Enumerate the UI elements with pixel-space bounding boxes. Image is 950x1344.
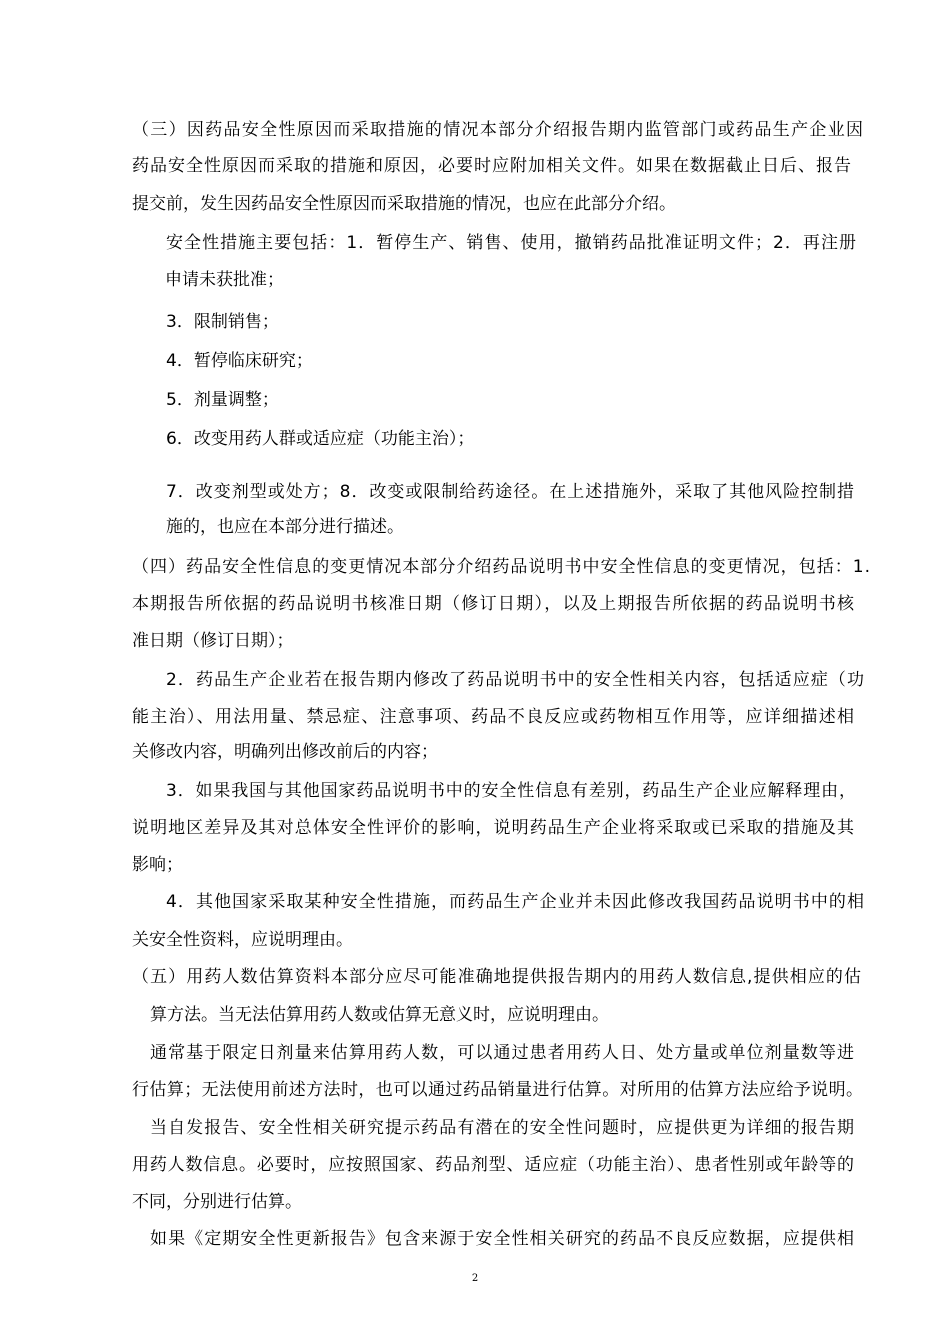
text-line: 关安全性资料，应说明理由。 — [132, 930, 353, 950]
text-line: 4．其他国家采取某种安全性措施，而药品生产企业并未因此修改我国药品说明书中的相 — [166, 892, 866, 912]
page-number: 2 — [471, 1273, 479, 1284]
text-line: 施的，也应在本部分进行描述。 — [166, 517, 404, 537]
text-line: 不同，分别进行估算。 — [132, 1192, 302, 1212]
text-line: 6．改变用药人群或适应症（功能主治）； — [166, 429, 475, 449]
text-line: （三）因药品安全性原因而采取措施的情况本部分介绍报告期内监管部门或药品生产企业因 — [132, 120, 865, 140]
text-line: 4．暂停临床研究； — [166, 351, 313, 371]
text-line: 当自发报告、安全性相关研究提示药品有潜在的安全性问题时，应提供更为详细的报告期 — [150, 1118, 856, 1138]
text-line: 药品安全性原因而采取的措施和原因，必要时应附加相关文件。如果在数据截止日后、报告 — [132, 156, 852, 176]
text-line: 本期报告所依据的药品说明书核准日期（修订日期），以及上期报告所依据的药品说明书核 — [132, 594, 856, 614]
text-line: 安全性措施主要包括：1．暂停生产、销售、使用，撤销药品批准证明文件；2．再注册 — [166, 233, 858, 253]
text-line: 3．限制销售； — [166, 312, 279, 332]
text-line: 通常基于限定日剂量来估算用药人数，可以通过患者用药人日、处方量或单位剂量数等进 — [150, 1043, 856, 1063]
text-line: 关修改内容，明确列出修改前后的内容； — [132, 742, 438, 762]
text-line: 5．剂量调整； — [166, 390, 279, 410]
text-line: 7．改变剂型或处方；8．改变或限制给药途径。在上述措施外，采取了其他风险控制措 — [166, 482, 855, 502]
text-line: 影响； — [132, 855, 183, 875]
text-line: （五）用药人数估算资料本部分应尽可能准确地提供报告期内的用药人数信息,提供相应的估 — [132, 967, 863, 987]
text-line: 如果《定期安全性更新报告》包含来源于安全性相关研究的药品不良反应数据，应提供相 — [150, 1229, 856, 1249]
text-line: 说明地区差异及其对总体安全性评价的影响，说明药品生产企业将采取或已采取的措施及其 — [132, 818, 856, 838]
text-line: 2．药品生产企业若在报告期内修改了药品说明书中的安全性相关内容，包括适应症（功 — [166, 670, 866, 690]
text-line: 申请未获批准； — [165, 270, 284, 290]
text-line: 行估算；无法使用前述方法时，也可以通过药品销量进行估算。对所用的估算方法应给予说明。 — [132, 1080, 864, 1100]
text-line: 算方法。当无法估算用药人数或估算无意义时，应说明理由。 — [150, 1005, 609, 1025]
text-line: 3．如果我国与其他国家药品说明书中的安全性信息有差别，药品生产企业应解释理由， — [166, 781, 857, 801]
text-line: 用药人数信息。必要时，应按照国家、药品剂型、适应症（功能主治）、患者性别或年龄等的 — [132, 1155, 855, 1175]
text-line: 提交前，发生因药品安全性原因而采取措施的情况，也应在此部分介绍。 — [132, 194, 676, 214]
text-line: 准日期（修订日期）； — [132, 631, 294, 651]
text-line: （四）药品安全性信息的变更情况本部分介绍药品说明书中安全性信息的变更情况，包括：1. — [132, 557, 872, 577]
text-line: 能主治）、用法用量、禁忌症、注意事项、药品不良反应或药物相互作用等，应详细描述相 — [132, 707, 856, 727]
